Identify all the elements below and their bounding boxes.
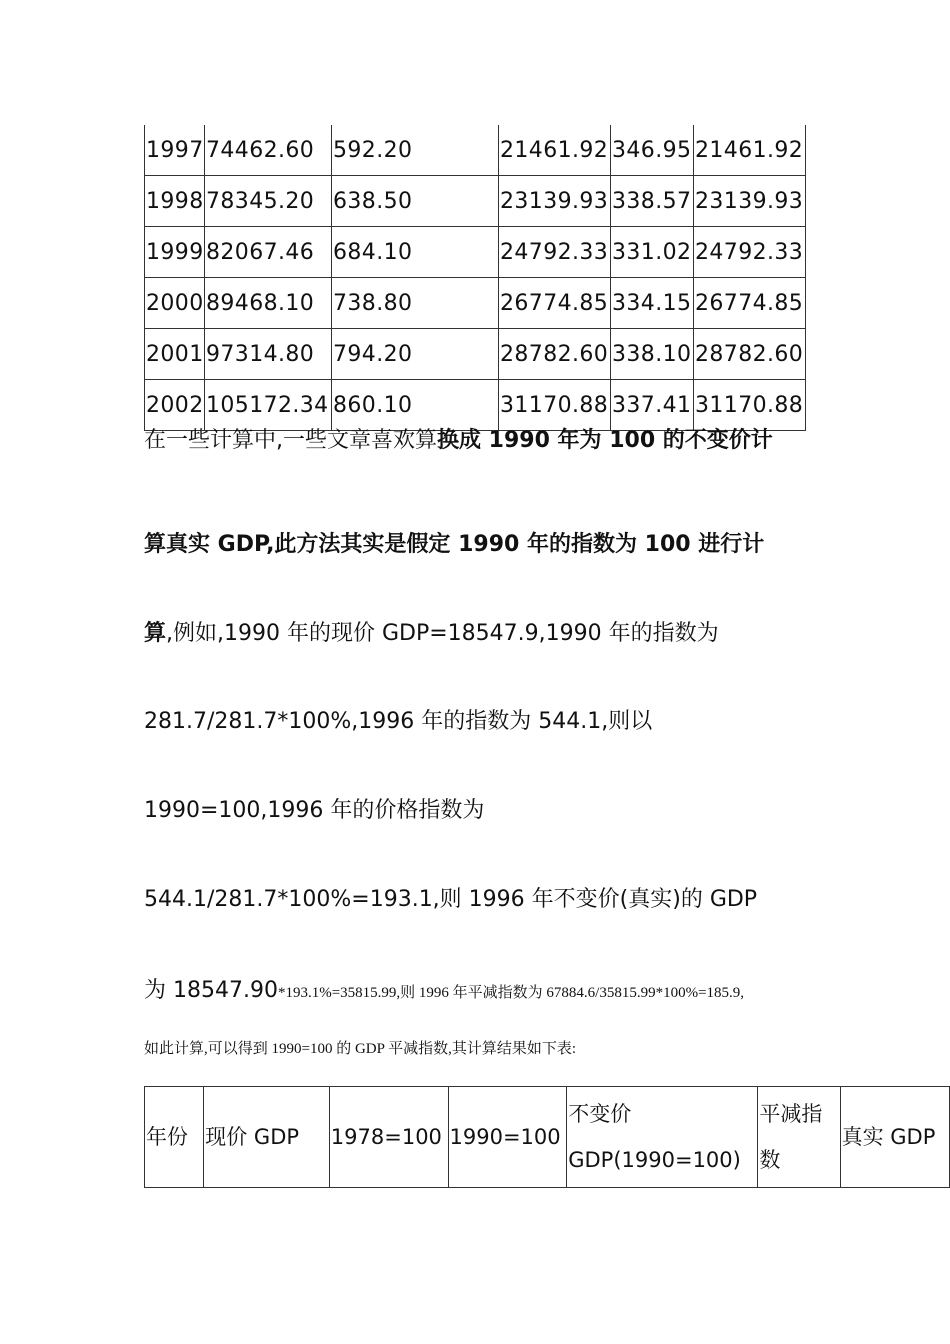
table-cell: 23139.93 (694, 176, 806, 227)
paragraph-line-2: 算真实 GDP,此方法其实是假定 1990 年的指数为 100 进行计 (144, 532, 765, 557)
header-line: GDP(1990=100) (568, 1148, 741, 1172)
table-cell: 1999 (145, 227, 205, 278)
header-cell-deflator (758, 1087, 840, 1188)
header-line: 数 (759, 1148, 781, 1172)
header-cell-real-gdp: 真实 GDP (840, 1087, 949, 1188)
header-line: 不变价 (568, 1102, 632, 1126)
table-cell: 684.10 (332, 227, 499, 278)
table-cell: 97314.80 (205, 329, 332, 380)
paragraph-line-7 (144, 976, 744, 1008)
data-table-bottom (144, 1086, 950, 1188)
paragraph-line-1-normal: 在一些计算中,一些文章喜欢算 (144, 428, 437, 453)
table-row (145, 329, 806, 380)
table-header-row (145, 1087, 950, 1188)
table-cell: 105172.34 (205, 380, 332, 431)
table-cell: 21461.92 (694, 125, 806, 176)
table-cell: 24792.33 (499, 227, 611, 278)
paragraph-line-3-bold: 算 (144, 621, 167, 646)
table-cell: 338.57 (611, 176, 694, 227)
header-cell-year: 年份 (145, 1087, 204, 1188)
table-cell: 31170.88 (694, 380, 806, 431)
table-cell: 26774.85 (694, 278, 806, 329)
table-cell: 82067.46 (205, 227, 332, 278)
header-line: 平减指 (759, 1102, 823, 1126)
table-cell: 346.95 (611, 125, 694, 176)
table-row (145, 125, 806, 176)
table-cell: 31170.88 (499, 380, 611, 431)
header-cell-nominal-gdp: 现价 GDP (204, 1087, 330, 1188)
table-cell: 26774.85 (499, 278, 611, 329)
table-cell: 1998 (145, 176, 205, 227)
table-cell: 592.20 (332, 125, 499, 176)
table-cell: 23139.93 (499, 176, 611, 227)
table-cell: 89468.10 (205, 278, 332, 329)
paragraph-line-1-bold: 换成 1990 年为 100 的不变价计 (437, 428, 773, 453)
table-cell: 28782.60 (694, 329, 806, 380)
paragraph-line-4: 281.7/281.7*100%,1996 年的指数为 544.1,则以 (144, 709, 653, 734)
paragraph-line-3-normal: ,例如,1990 年的现价 GDP=18547.9,1990 年的指数为 (166, 621, 719, 646)
paragraph-line-5: 1990=100,1996 年的价格指数为 (144, 798, 485, 823)
table-cell: 21461.92 (499, 125, 611, 176)
table-cell: 334.15 (611, 278, 694, 329)
table-cell: 331.02 (611, 227, 694, 278)
table-row (145, 380, 806, 431)
table-row (145, 278, 806, 329)
header-cell-index-1990: 1990=100 (448, 1087, 567, 1188)
paragraph-line-7-small: *193.1%=35815.99,则 1996 年平减指数为 67884.6/35815.99*100%=185.9, (277, 985, 745, 1001)
paragraph-line-7-large: 为 18547.90 (144, 978, 278, 1003)
table-cell: 638.50 (332, 176, 499, 227)
table-cell: 794.20 (332, 329, 499, 380)
table-row (145, 176, 806, 227)
table-cell: 24792.33 (694, 227, 806, 278)
table-cell: 2002 (145, 380, 205, 431)
table-cell: 28782.60 (499, 329, 611, 380)
paragraph-line-8: 如此计算,可以得到 1990=100 的 GDP 平减指数,其计算结果如下表: (144, 1041, 577, 1057)
table-row (145, 227, 806, 278)
paragraph-line-6: 544.1/281.7*100%=193.1,则 1996 年不变价(真实)的 GDP (144, 887, 758, 912)
table-cell: 338.10 (611, 329, 694, 380)
table-cell: 860.10 (332, 380, 499, 431)
table-cell: 74462.60 (205, 125, 332, 176)
table-cell: 1997 (145, 125, 205, 176)
paragraph-line-1 (144, 426, 773, 456)
table-cell: 2000 (145, 278, 205, 329)
table-cell: 337.41 (611, 380, 694, 431)
paragraph-line-3 (144, 619, 719, 649)
header-cell-constant-price-gdp (567, 1087, 758, 1188)
table-cell: 2001 (145, 329, 205, 380)
table-cell: 738.80 (332, 278, 499, 329)
data-table-top (144, 125, 806, 431)
table-cell: 78345.20 (205, 176, 332, 227)
header-cell-index-1978: 1978=100 (329, 1087, 448, 1188)
